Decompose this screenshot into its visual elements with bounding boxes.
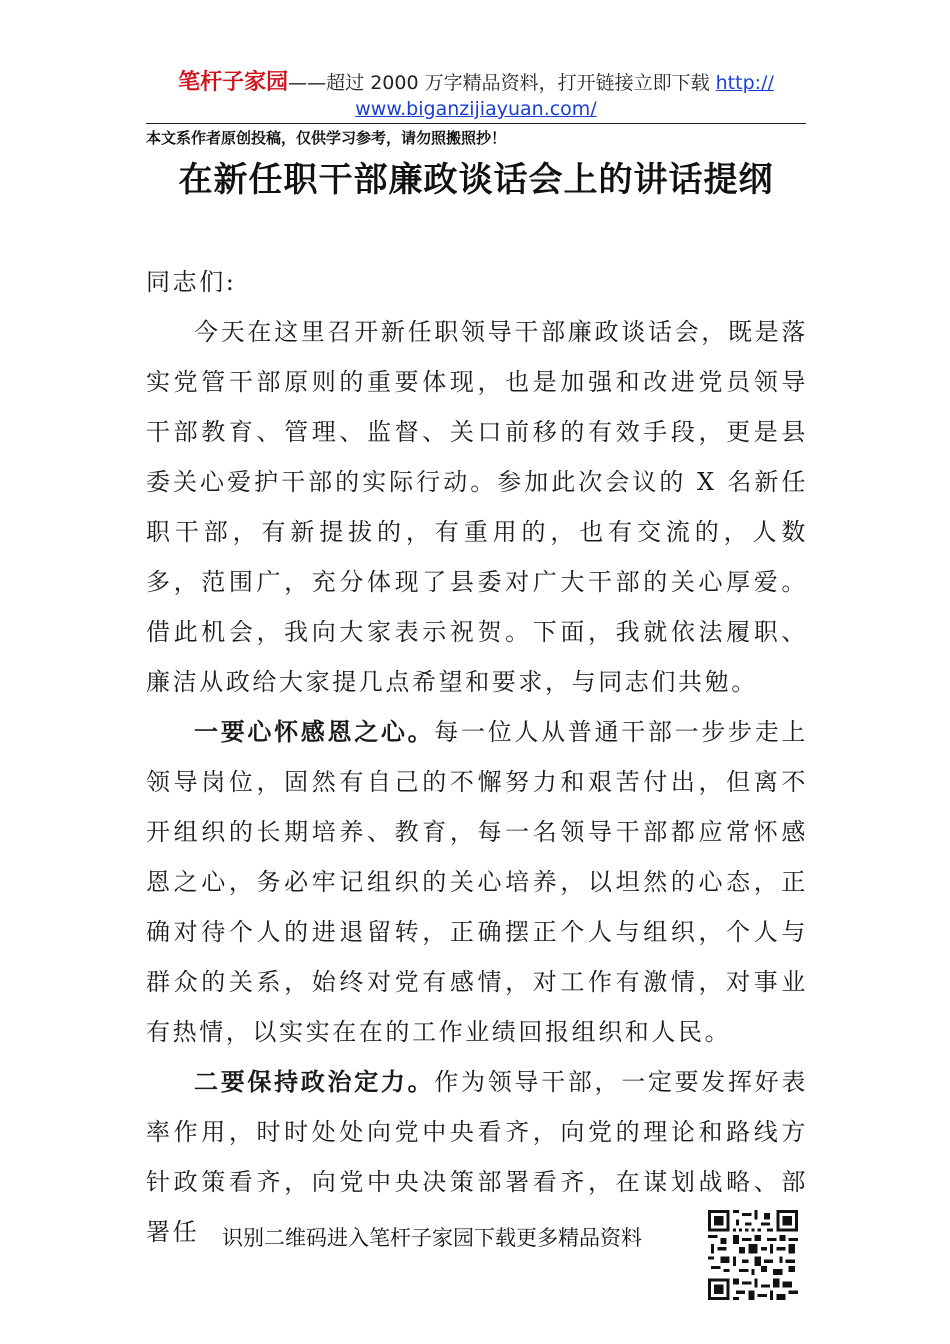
point-heading: 二要保持政治定力。 (194, 1067, 435, 1096)
banner-tagline: ——超过 2000 万字精品资料，打开链接立即下载 (288, 72, 716, 94)
salutation: 同志们: (146, 268, 237, 296)
document-title: 在新任职干部廉政谈话会上的讲话提纲 (178, 160, 774, 200)
header-divider (146, 123, 806, 124)
download-link-part2[interactable]: www.biganzijiayuan.com/ (355, 98, 597, 120)
download-link-part1[interactable]: http:// (715, 72, 774, 94)
paragraph-point-1 (146, 707, 808, 1057)
paragraph-text: 作为领导干部，一定要发挥好表率作用，时时处处向党中央看齐，向党的理论和路线方针政策看齐，向党中央决策部署看齐，在谋划战略、部署任 (146, 1068, 808, 1246)
point-heading: 一要心怀感恩之心。 (194, 717, 435, 746)
site-banner (146, 70, 806, 122)
footer-caption: 识别二维码进入笔杆子家园下载更多精品资料 (222, 1226, 642, 1250)
paragraph-intro (146, 307, 808, 707)
copyright-notice: 本文系作者原创投稿，仅供学习参考，请勿照搬照抄！ (146, 129, 507, 147)
qr-code-icon[interactable] (708, 1210, 798, 1300)
paragraph-text: 每一位人从普通干部一步步走上领导岗位，固然有自己的不懈努力和艰苦付出，但离不开组织的长期培养、教育，每一名领导干部都应常怀感恩之心，务必牢记组织的关心培养，以坦然的心态，正确对待个人的进退留转，正确摆正个人与组织，个人与群众的关系，始终对党有感情，对工作有激情，对事业有热情，以实实在在的工作业绩回报组织和人民。 (146, 718, 808, 1046)
document-body (146, 257, 808, 1257)
brand-name: 笔杆子家园 (178, 70, 289, 95)
paragraph-text: 今天在这里召开新任职领导干部廉政谈话会，既是落实党管干部原则的重要体现，也是加强和改进党员领导干部教育、管理、监督、关口前移的有效手段，更是县委关心爱护干部的实际行动。参加此次会议的 X 名新任职干部，有新提拔的，有重用的，也有交流的，人数多，范围广，充分体现了县委对广大干部的关心厚爱。借此机会，我向大家表示祝贺。下面，我就依法履职、廉洁从政给大家提几点希望和要求，与同志们共勉。 (146, 318, 808, 696)
